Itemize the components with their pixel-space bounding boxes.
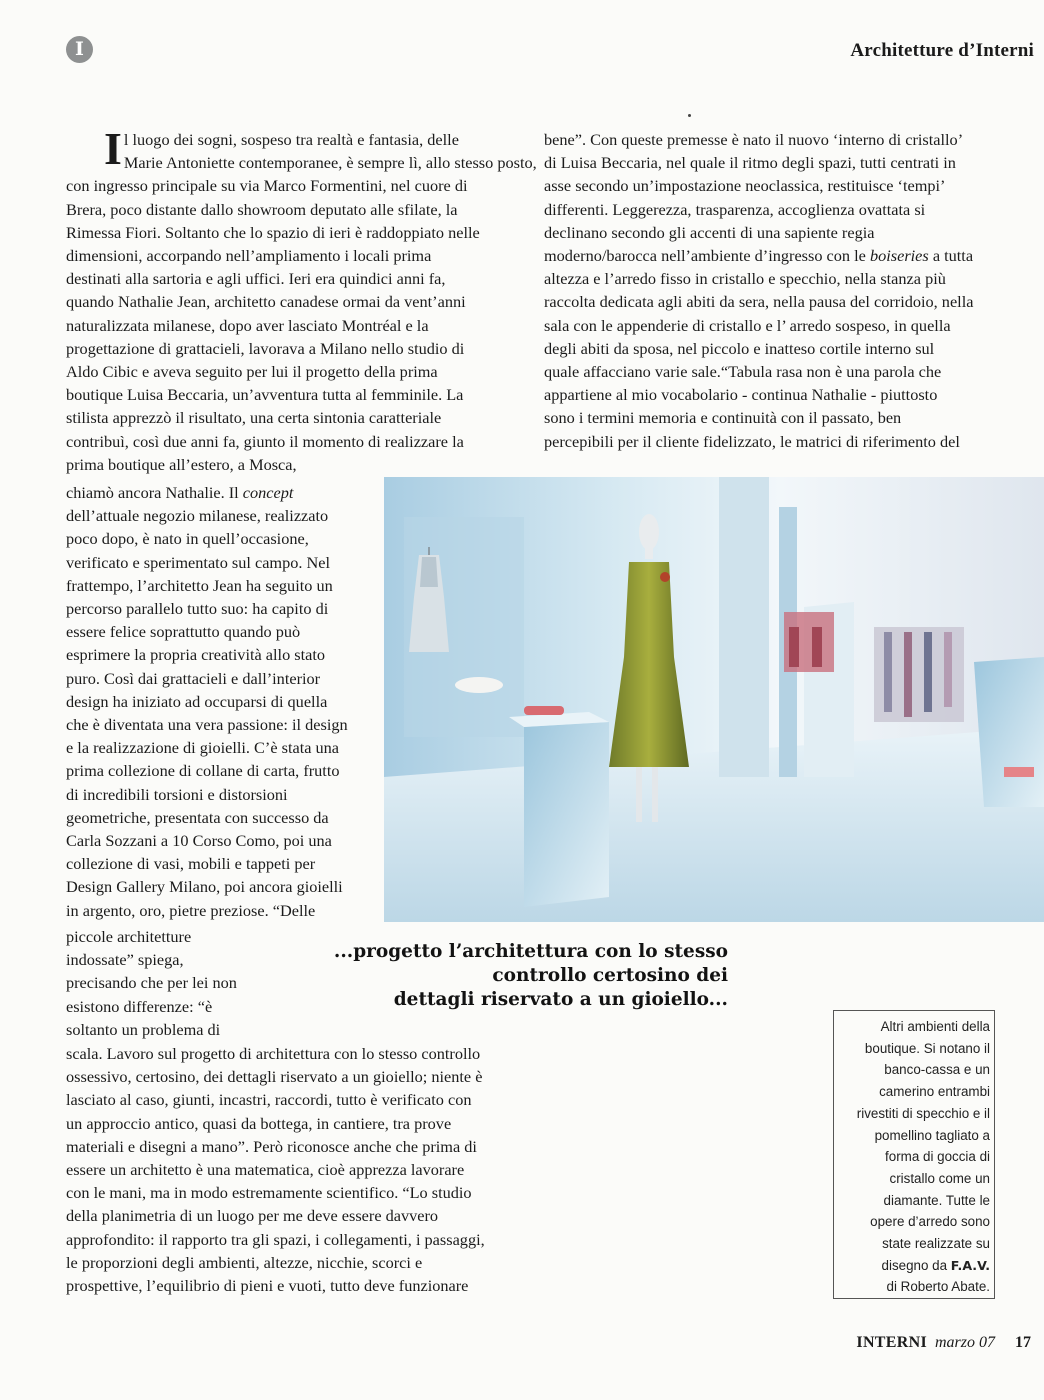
text-line: Marie Antoniette contemporanee, è sempre lì, allo stesso posto,	[123, 153, 537, 173]
photo-caption	[833, 1010, 995, 1299]
text-line: con ingresso principale su via Marco Formentini, nel cuore di	[66, 176, 468, 196]
section-title: Architetture d’Interni	[850, 40, 1034, 61]
caption-line: Altri ambienti della	[880, 1019, 990, 1034]
text-line: declinano secondo gli accenti di una sapiente regia	[544, 222, 875, 242]
text-line: percepibili per il cliente fidelizzato, le matrici di riferimento del	[544, 431, 960, 451]
boiseries-italic: boiseries	[869, 246, 929, 266]
issue-date: marzo 07	[934, 1334, 995, 1351]
article-left-narrow	[66, 925, 256, 1041]
text-line: percorso parallelo tutto suo: ha capito di	[66, 599, 329, 619]
page-footer	[856, 1334, 1031, 1352]
shoe	[524, 706, 564, 715]
text-line: quale affacciano varie sale.“Tabula rasa non è una parola che	[544, 362, 942, 382]
text-line: chiamò ancora Nathalie. Il concept	[66, 483, 294, 502]
text-line: essere felice soprattutto quando può	[66, 622, 301, 642]
text-line: dimensioni, accorpando nell’ampliamento i locali prima	[66, 246, 432, 266]
magazine-name: INTERNI	[856, 1334, 927, 1351]
caption-line: cristallo come un	[889, 1170, 990, 1186]
quote-line: dettagli riservato a un gioiello...	[393, 989, 728, 1010]
text-line: boutique Luisa Beccaria, un’avventura tutta al femminile. La	[66, 385, 464, 405]
clothing-rack-right	[874, 627, 964, 722]
text-line: contribuì, così due anni fa, giunto il momento di realizzare la	[66, 431, 464, 451]
boutique-interior-photo	[384, 477, 1044, 922]
text-line: naturalizzata milanese, dopo aver lasciato Montréal e la	[66, 315, 429, 335]
caption-line: camerino entrambi	[879, 1084, 990, 1100]
text-line: sala con le appenderie di cristallo e l’ arredo sospeso, in quella	[544, 315, 951, 335]
text-line: indossate” spiega,	[66, 950, 184, 970]
text-line: piccole architetture	[66, 927, 192, 946]
display-cube	[524, 722, 609, 907]
drop-cap: I	[104, 123, 122, 174]
text-line: approfondito: il rapporto tra gli spazi, i collegamenti, i passaggi,	[66, 1229, 485, 1249]
counter-item	[1004, 767, 1034, 777]
page-number: 17	[1015, 1334, 1031, 1351]
text-line: degli abiti da sposa, nel piccolo e inatteso cortile interno sul	[544, 338, 935, 358]
text-line: di incredibili torsioni e distorsioni	[66, 784, 288, 804]
text-line: asse secondo un’impostazione neoclassica, restituisce ‘tempi’	[544, 176, 946, 196]
text-line: essere un architetto è una matematica, cioè apprezza lavorare	[66, 1160, 465, 1180]
text-line: progettazione di grattacieli, lavorava a Milano nello studio di	[66, 338, 465, 358]
text-line: collezione di vasi, mobili e tappeti per	[66, 854, 316, 874]
text-line: appartiene al mio vocabolario - continua Nathalie - piuttosto	[544, 385, 938, 405]
text-line: geometriche, presentata con successo da	[66, 807, 329, 827]
caption-line: opere d’arredo sono	[870, 1214, 990, 1230]
caption-line: banco-cassa e un	[884, 1062, 990, 1078]
text-line: lasciato al caso, giunti, incastri, raccordi, tutto è verificato con	[66, 1090, 472, 1110]
text-line: prospettive, l’equilibrio di pieni e vuoti, tutto deve funzionare	[66, 1276, 469, 1296]
print-speck	[688, 114, 691, 117]
text-line: frattempo, l’architetto Jean ha seguito un	[66, 575, 333, 595]
text-line: prima collezione di collane di carta, frutto	[66, 761, 340, 781]
caption-line: diamante. Tutte le	[883, 1192, 990, 1208]
text-line: con le mani, ma in modo estremamente scientifico. “Lo studio	[66, 1183, 472, 1203]
text-line: Carla Sozzani a 10 Corso Como, poi una	[66, 831, 332, 851]
text-line: ossessivo, certosino, dei dettagli riservato a un gioiello; niente è	[66, 1067, 483, 1087]
text-line: design ha iniziato ad occuparsi di quella	[66, 691, 328, 711]
magazine-logo-icon: I	[66, 36, 93, 63]
caption-line: di Roberto Abate.	[886, 1279, 990, 1295]
text-line: materiali e disegni a mano”. Però riconosce anche che prima di	[66, 1136, 477, 1156]
text-line: esprimere la propria creatività allo stato	[66, 645, 326, 665]
article-right-top	[544, 128, 1014, 453]
text-line: che è diventata una vera passione: il design	[66, 715, 348, 735]
caption-line: boutique. Si notano il	[864, 1040, 990, 1056]
text-line: le proporzioni degli ambienti, altezze, nicchie, scorci e	[66, 1252, 423, 1272]
text-line: scala. Lavoro sul progetto di architettura con lo stesso controllo	[66, 1044, 481, 1063]
text-line: precisando che per lei non	[66, 973, 237, 993]
text-line: verificato e sperimentato sul campo. Nel	[66, 552, 331, 572]
text-line: differenti. Leggerezza, trasparenza, accoglienza ovattata si	[544, 199, 926, 219]
hat	[455, 677, 503, 693]
article-left-bottom	[66, 1042, 526, 1297]
quote-line: controllo certosino dei	[492, 965, 728, 986]
text-line: di Luisa Beccaria, nel quale il ritmo degli spazi, tutti centrati in	[544, 153, 956, 173]
caption-line: forma di goccia di	[885, 1149, 990, 1165]
text-line: e la realizzazione di gioielli. C’è stata una	[66, 738, 340, 758]
text-line: l luogo dei sogni, sospeso tra realtà e fantasia, delle	[123, 130, 459, 149]
text-line: in argento, oro, pietre preziose. “Delle	[66, 900, 316, 920]
clothing-rack	[784, 612, 834, 672]
caption-line: rivestiti di specchio e il	[856, 1105, 990, 1121]
text-line: un approccio antico, quasi da bottega, in cantiere, tra prove	[66, 1113, 452, 1133]
text-line: poco dopo, è nato in quell’occasione,	[66, 529, 309, 549]
text-line: puro. Così dai grattacieli e dall’interior	[66, 668, 321, 688]
glass-counter	[974, 657, 1044, 807]
text-line: Design Gallery Milano, poi ancora gioielli	[66, 877, 343, 897]
concept-italic: concept	[242, 483, 294, 502]
article-left-top	[66, 123, 537, 476]
fav-brand: F.A.V.	[950, 1257, 990, 1273]
text-line: altezza e l’arredo fisso in cristallo e specchio, nella stanza più	[544, 269, 946, 289]
text-line: prima boutique all’estero, a Mosca,	[66, 454, 297, 474]
text-line: Rimessa Fiori. Soltanto che lo spazio di ieri è raddoppiato nelle	[66, 222, 480, 242]
text-line: sono i termini memoria e continuità con il passato, ben	[544, 408, 902, 428]
text-line: Brera, poco distante dallo showroom deputato alle sfilate, la	[66, 199, 458, 219]
text-line: soltanto un problema di	[66, 1019, 221, 1039]
text-line: esistono differenze: “è	[66, 996, 213, 1016]
text-line: dell’attuale negozio milanese, realizzato	[66, 506, 329, 526]
text-line: raccolta dedicata agli abiti da sera, nella pausa del corridoio, nella	[544, 292, 974, 312]
text-line: stilista apprezzò il risultato, una certa sintonia caratteriale	[66, 408, 442, 428]
quote-line: ...progetto l’architettura con lo stesso	[333, 941, 728, 962]
text-line: Aldo Cibic e aveva seguito per lui il progetto della prima	[66, 362, 438, 382]
article-left-mid	[66, 481, 378, 922]
photo-pillar	[719, 477, 769, 777]
text-line: moderno/barocca nell’ambiente d’ingresso con le boiseries a tutta	[544, 246, 974, 266]
text-line: destinati alla sartoria e agli uffici. Ieri era quindici anni fa,	[66, 269, 446, 289]
caption-line: state realizzate su	[882, 1236, 990, 1252]
caption-line: pomellino tagliato a	[874, 1127, 990, 1143]
text-line: della planimetria di un luogo per me deve essere davvero	[66, 1206, 439, 1226]
text-line: quando Nathalie Jean, architetto canadese ormai da vent’anni	[66, 292, 466, 312]
pull-quote	[260, 940, 728, 1012]
caption-line: disegno da F.A.V.	[881, 1257, 990, 1273]
text-line: bene”. Con queste premesse è nato il nuovo ‘interno di cristallo’	[544, 130, 964, 149]
